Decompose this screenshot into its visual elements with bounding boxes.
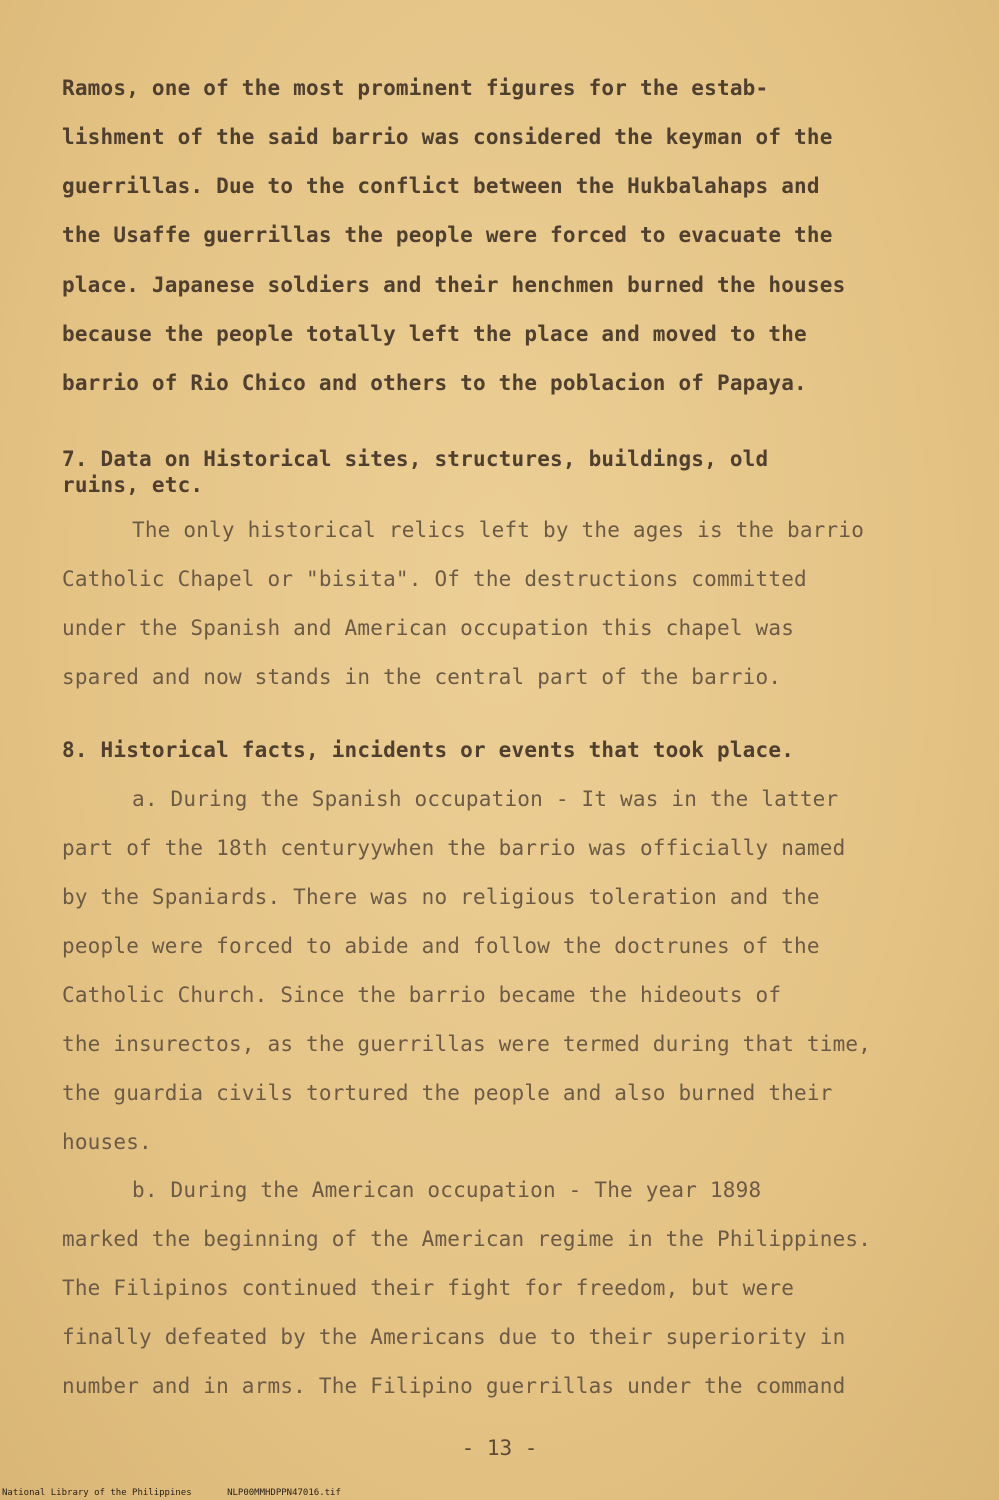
text-line: because the people totally left the place and moved to the [62, 322, 807, 346]
text-line: the insurectos, as the guerrillas were termed during that time, [62, 1032, 872, 1056]
text-line: part of the 18th centuryywhen the barrio was officially named [62, 836, 846, 860]
footer-library: National Library of the Philippines [2, 1488, 192, 1498]
text-line: place. Japanese soldiers and their henchmen burned the houses [62, 273, 846, 297]
scan-footer [2, 1488, 371, 1498]
text-line: the Usaffe guerrillas the people were forced to evacuate the [62, 223, 833, 247]
text-line: finally defeated by the Americans due to their superiority in [62, 1325, 846, 1349]
text-line: number and in arms. The Filipino guerrillas under the command [62, 1374, 846, 1398]
text-line: the guardia civils tortured the people and also burned their [62, 1081, 833, 1105]
text-line: by the Spaniards. There was no religious toleration and the [62, 885, 820, 909]
body-text [62, 0, 967, 1430]
text-line: barrio of Rio Chico and others to the poblacion of Papaya. [62, 371, 807, 395]
text-line: spared and now stands in the central part of the barrio. [62, 665, 782, 689]
text-line: The only historical relics left by the ages is the barrio [132, 518, 865, 542]
text-line: houses. [62, 1130, 152, 1154]
text-line: marked the beginning of the American regime in the Philippines. [62, 1227, 872, 1251]
text-line: Catholic Chapel or "bisita". Of the destructions committed [62, 567, 807, 591]
text-line: a. During the Spanish occupation - It was in the latter [132, 787, 839, 811]
text-line: Catholic Church. Since the barrio became the hideouts of [62, 983, 782, 1007]
text-line: under the Spanish and American occupation this chapel was [62, 616, 795, 640]
text-line: people were forced to abide and follow the doctrunes of the [62, 934, 820, 958]
section-heading: 8. Historical facts, incidents or events that took place. [62, 738, 795, 762]
text-line: Ramos, one of the most prominent figures for the estab- [62, 76, 769, 100]
page-number: - 13 - [461, 1436, 538, 1460]
text-line: guerrillas. Due to the conflict between the Hukbalahaps and [62, 174, 820, 198]
footer-filename: NLP00MMHDPPN47016.tif [227, 1488, 341, 1498]
text-line: lishment of the said barrio was considered the keyman of the [62, 125, 833, 149]
section-heading: 7. Data on Historical sites, structures, buildings, old [62, 447, 769, 471]
text-line: The Filipinos continued their fight for freedom, but were [62, 1276, 795, 1300]
text-line: b. During the American occupation - The year 1898 [132, 1178, 762, 1202]
section-heading: ruins, etc. [62, 473, 204, 497]
